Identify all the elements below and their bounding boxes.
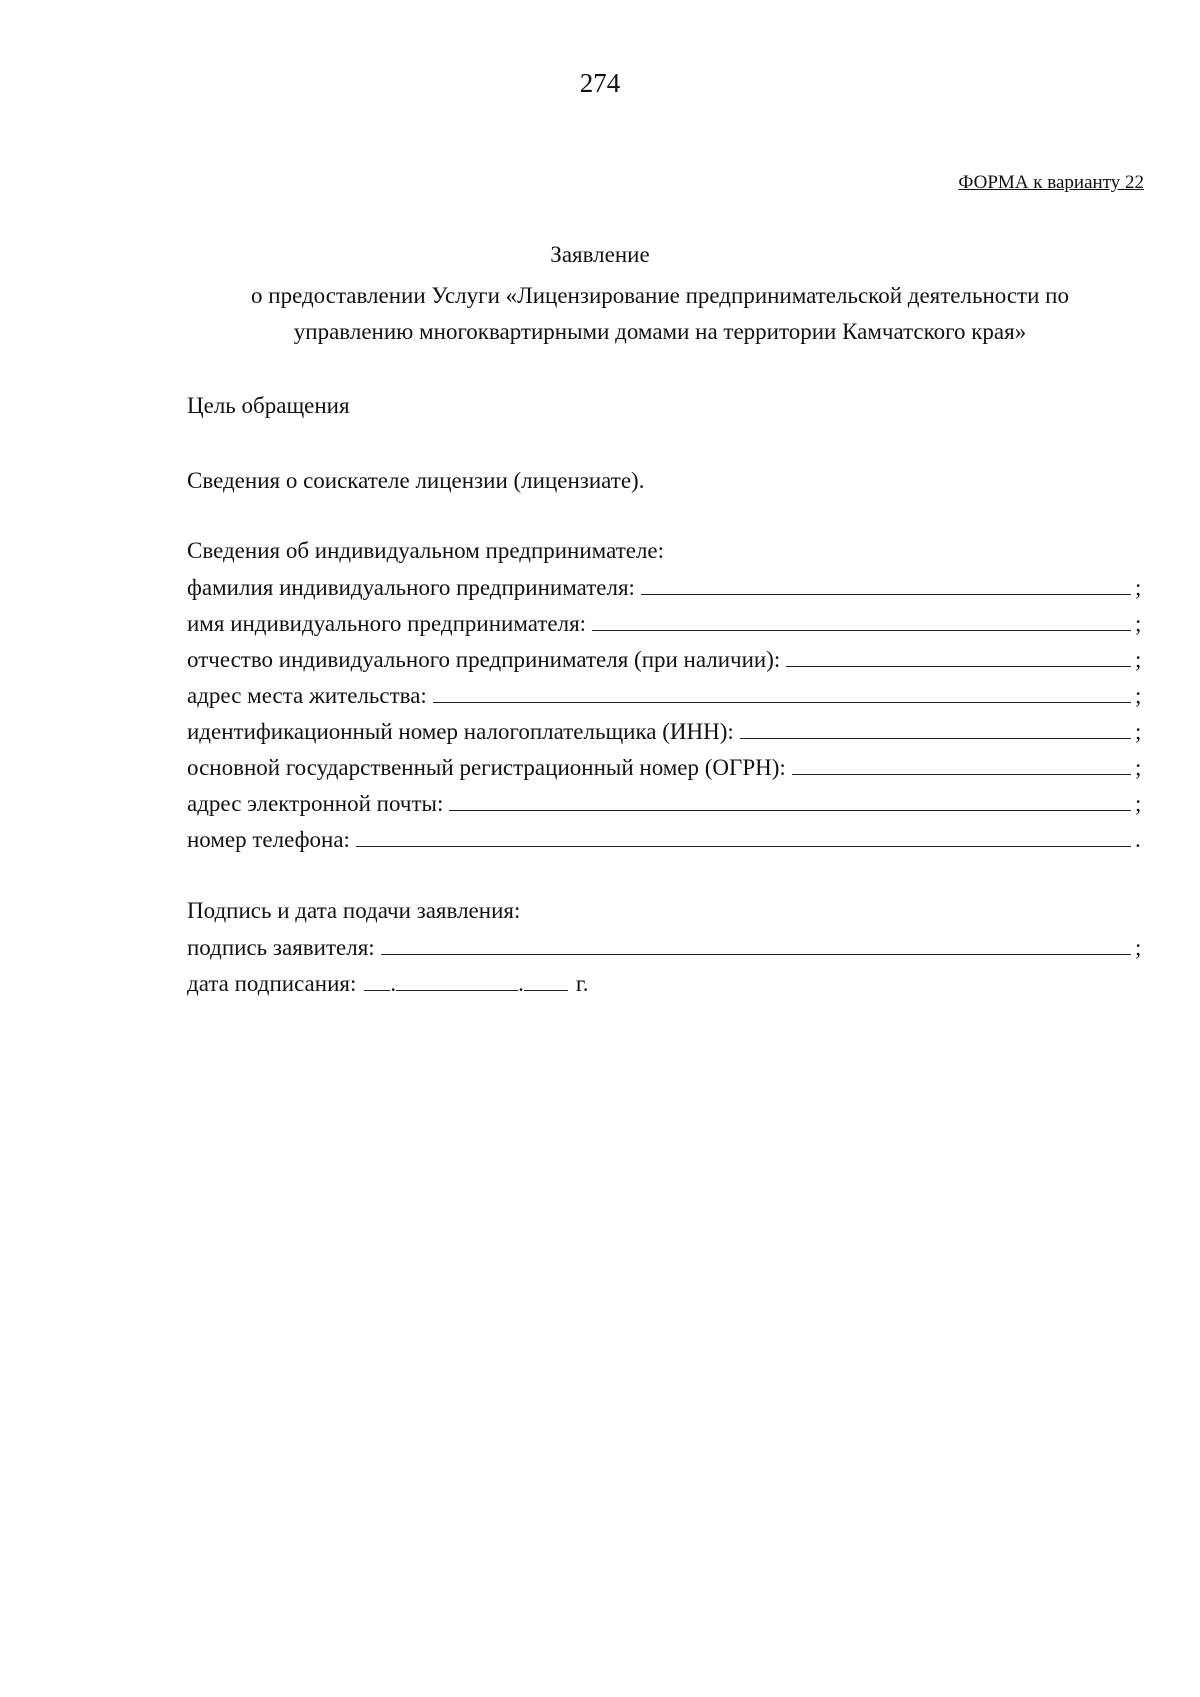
signature-heading: Подпись и дата подачи заявления:	[187, 898, 521, 923]
date-dot: .	[518, 971, 524, 996]
field-inn[interactable]	[187, 718, 1143, 745]
form-reference: ФОРМА к варианту 22	[958, 172, 1144, 193]
field-ogrn[interactable]	[187, 754, 1143, 781]
subtitle-line-2: управлению многоквартирными домами на территории Камчатского края»	[293, 319, 1027, 344]
month-blank[interactable]	[396, 970, 518, 991]
field-signing-date[interactable]	[187, 970, 588, 997]
page-number: 274	[579, 68, 621, 98]
day-blank[interactable]	[364, 970, 390, 991]
field-label: отчество индивидуального предпринимателя (при наличии):	[187, 647, 781, 672]
field-end: ;	[1135, 575, 1142, 600]
fill-line[interactable]	[449, 790, 1131, 811]
field-end: ;	[1135, 935, 1142, 960]
field-label: идентификационный номер налогоплательщика (ИНН):	[187, 719, 734, 744]
document-title: Заявление	[550, 242, 650, 267]
field-end: .	[1135, 827, 1141, 852]
year-suffix: г.	[575, 971, 589, 996]
field-label: фамилия индивидуального предпринимателя:	[187, 575, 635, 600]
field-label: основной государственный регистрационный номер (ОГРН):	[187, 755, 786, 780]
fill-line[interactable]	[381, 934, 1131, 955]
year-blank[interactable]	[524, 970, 568, 991]
entrepreneur-heading: Сведения об индивидуальном предпринимателе:	[187, 538, 665, 563]
field-phone[interactable]	[187, 826, 1143, 853]
field-label: номер телефона:	[187, 827, 350, 852]
field-end: ;	[1135, 719, 1142, 744]
field-signature[interactable]	[187, 934, 1143, 961]
field-first-name[interactable]	[187, 610, 1143, 637]
date-dot: .	[390, 971, 397, 996]
field-end: ;	[1135, 791, 1142, 816]
field-end: ;	[1135, 755, 1142, 780]
field-end: ;	[1135, 683, 1142, 708]
fill-line[interactable]	[641, 574, 1131, 595]
field-email[interactable]	[187, 790, 1143, 817]
field-label: адрес места жительства:	[187, 683, 427, 708]
fill-line[interactable]	[740, 718, 1131, 739]
field-end: ;	[1135, 647, 1142, 672]
field-surname[interactable]	[187, 574, 1143, 601]
date-label: дата подписания:	[187, 971, 357, 996]
fill-line[interactable]	[592, 610, 1131, 631]
field-label: подпись заявителя:	[187, 935, 375, 960]
subtitle-line-1: о предоставлении Услуги «Лицензирование предпринимательской деятельности по	[251, 283, 1069, 308]
document-subtitle	[200, 278, 1120, 350]
field-end: ;	[1135, 611, 1142, 636]
field-label: адрес электронной почты:	[187, 791, 444, 816]
fill-line[interactable]	[356, 826, 1131, 847]
field-label: имя индивидуального предпринимателя:	[187, 611, 587, 636]
fill-line[interactable]	[786, 646, 1131, 667]
field-residence-address[interactable]	[187, 682, 1143, 709]
applicant-info-label: Сведения о соискателе лицензии (лицензиате).	[187, 468, 645, 493]
fill-line[interactable]	[792, 754, 1131, 775]
purpose-label: Цель обращения	[187, 393, 350, 418]
field-patronymic[interactable]	[187, 646, 1143, 673]
fill-line[interactable]	[433, 682, 1131, 703]
